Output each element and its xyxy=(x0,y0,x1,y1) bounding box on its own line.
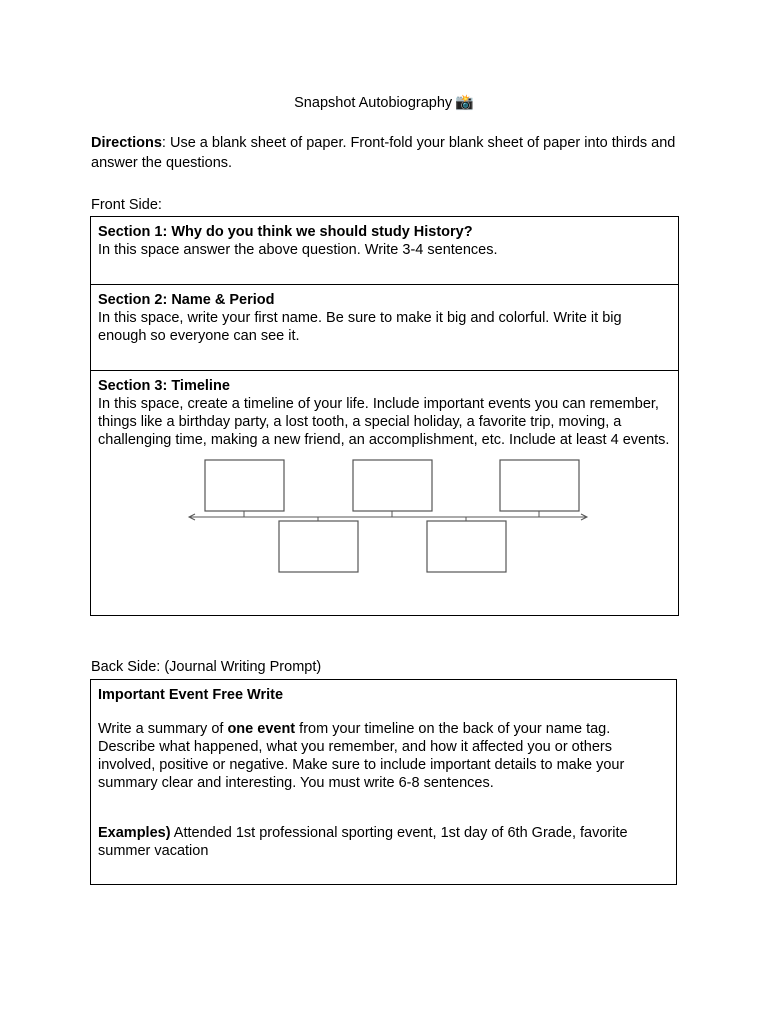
summary-paragraph xyxy=(98,720,669,792)
timeline-event-box xyxy=(427,521,506,572)
timeline-diagram xyxy=(182,457,592,577)
examples-paragraph xyxy=(98,824,669,860)
section-1-heading: Section 1: Why do you think we should study History? xyxy=(98,224,473,240)
section-1-body: In this space answer the above question. Write 3-4 sentences. xyxy=(98,242,498,258)
back-side-label: Back Side: (Journal Writing Prompt) xyxy=(91,659,322,675)
timeline-event-box xyxy=(205,460,284,511)
section-2-heading: Section 2: Name & Period xyxy=(98,292,275,308)
title-text: Snapshot Autobiography xyxy=(294,95,453,111)
timeline-event-box xyxy=(353,460,432,511)
back-side-heading: Important Event Free Write xyxy=(98,687,284,703)
summary-bold: one event xyxy=(227,721,296,737)
front-side-label: Front Side: xyxy=(91,197,162,213)
examples-label: Examples) xyxy=(98,825,171,841)
section-3-body: In this space, create a timeline of your life. Include important events you can remember, things like a birthday party, a lost tooth, a special holiday, a favorite trip, moving, a challenging time, making a new friend, an accomplishment, etc. Include at least 4 events. xyxy=(98,396,670,448)
directions-text: : Use a blank sheet of paper. Front-fold your blank sheet of paper into thirds and answer the questions. xyxy=(91,135,676,171)
examples-text: Attended 1st professional sporting event, 1st day of 6th Grade, favorite summer vacation xyxy=(98,825,628,859)
timeline-graphic xyxy=(182,457,592,577)
section-2-body: In this space, write your first name. Be sure to make it big and colorful. Write it big enough so everyone can see it. xyxy=(98,310,622,344)
section-3-heading: Section 3: Timeline xyxy=(98,378,230,394)
summary-pre: Write a summary of xyxy=(98,721,228,737)
timeline-event-box xyxy=(500,460,579,511)
directions-label: Directions xyxy=(91,135,162,151)
section-1-cell xyxy=(91,217,678,285)
front-side-table xyxy=(90,216,679,616)
camera-flash-icon: 📸 xyxy=(455,94,474,111)
section-3-cell xyxy=(91,371,678,615)
directions-paragraph xyxy=(91,133,681,173)
page-title xyxy=(0,94,768,112)
back-side-box xyxy=(90,679,677,885)
timeline-event-box xyxy=(279,521,358,572)
summary-post: from your timeline on the back of your name tag. Describe what happened, what you remember, and how it affected you or others involved, positive or negative. Make sure to include important details to make your summary clear and interesting. You must write 6-8 sentences. xyxy=(98,721,625,791)
section-2-cell xyxy=(91,285,678,371)
